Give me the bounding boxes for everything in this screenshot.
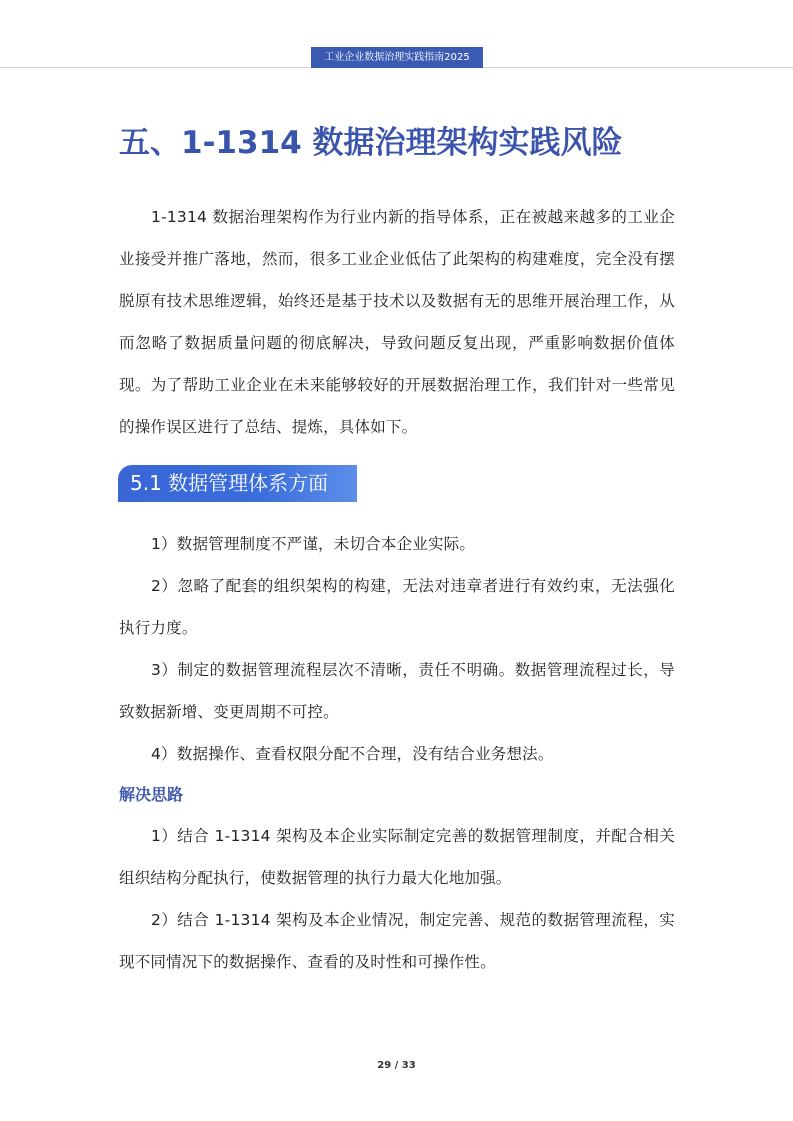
intro-paragraph: 1-1314 数据治理架构作为行业内新的指导体系，正在被越来越多的工业企业接受并推广落地，然而，很多工业企业低估了此架构的构建难度，完全没有摆脱原有技术思维逻辑，始终还是基于技术以及数据有无的思维开展治理工作，从而忽略了数据质量问题的彻底解决，导致问题反复出现，严重影响数据价值体现。为了帮助工业企业在未来能够较好的开展数据治理工作，我们针对一些常见的操作误区进行了总结、提炼，具体如下。 (119, 208, 675, 436)
list-item: 3）制定的数据管理流程层次不清晰，责任不明确。数据管理流程过长，导致数据新增、变更周期不可控。 (119, 661, 675, 721)
list-item: 4）数据操作、查看权限分配不合理，没有结合业务想法。 (151, 745, 554, 763)
page-number: 29 / 33 (377, 1060, 416, 1071)
running-header: 工业企业数据治理实践指南2025 (311, 47, 483, 68)
list-item: 1）结合 1-1314 架构及本企业实际制定完善的数据管理制度，并配合相关组织结构分配执行，使数据管理的执行力最大化地加强。 (119, 827, 675, 887)
solution-list (119, 815, 675, 983)
solution-heading: 解决思路 (119, 785, 184, 804)
chapter-title: 五、1-1314 数据治理架构实践风险 (119, 125, 623, 161)
list-item: 2）结合 1-1314 架构及本企业情况，制定完善、规范的数据管理流程，实现不同情况下的数据操作、查看的及时性和可操作性。 (119, 911, 675, 971)
list-item: 2）忽略了配套的组织架构的构建，无法对违章者进行有效约束，无法强化执行力度。 (119, 577, 675, 637)
section-heading: 5.1 数据管理体系方面 (118, 465, 357, 502)
problem-list (119, 523, 675, 775)
list-item: 1）数据管理制度不严谨，未切合本企业实际。 (151, 535, 476, 553)
